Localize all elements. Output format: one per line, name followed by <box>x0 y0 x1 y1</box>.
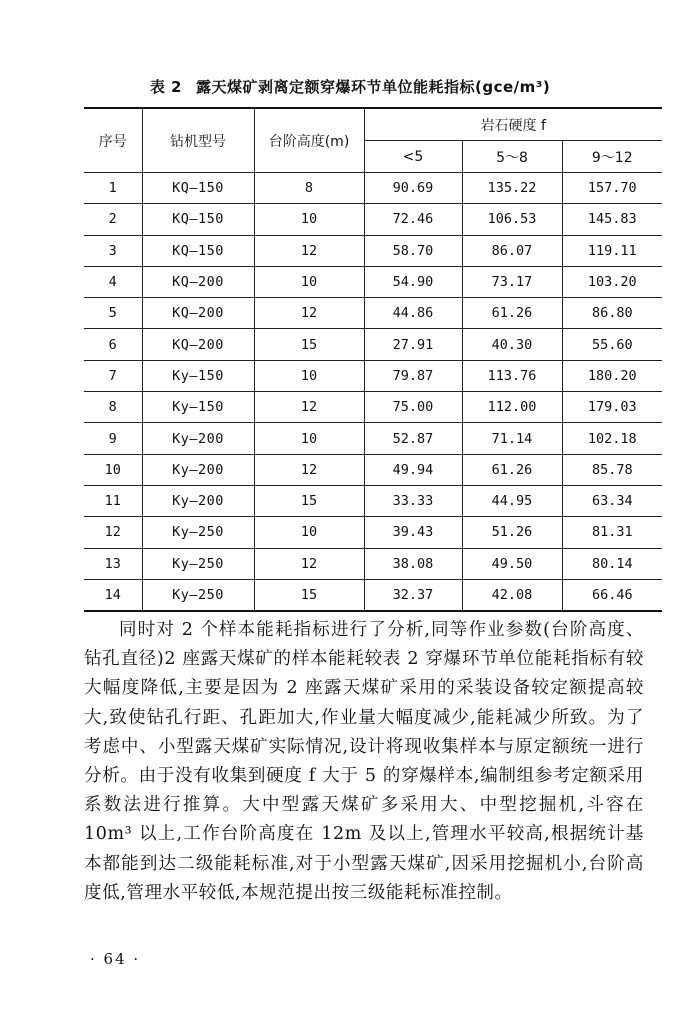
cell-model: KQ—150 <box>142 235 254 266</box>
cell-hardness-5-8: 113.76 <box>462 360 562 391</box>
header-hardness-lt5: <5 <box>364 141 462 173</box>
cell-hardness-9-12: 119.11 <box>562 235 662 266</box>
table-row <box>84 392 662 423</box>
table-row <box>84 454 662 485</box>
cell-hardness-9-12: 180.20 <box>562 360 662 391</box>
cell-hardness-lt5: 39.43 <box>364 517 462 548</box>
cell-seq: 13 <box>84 548 142 579</box>
cell-bench-height: 12 <box>254 454 364 485</box>
cell-hardness-lt5: 79.87 <box>364 360 462 391</box>
cell-bench-height: 10 <box>254 360 364 391</box>
table-row <box>84 235 662 266</box>
cell-seq: 10 <box>84 454 142 485</box>
cell-hardness-lt5: 38.08 <box>364 548 462 579</box>
cell-hardness-5-8: 49.50 <box>462 548 562 579</box>
table-body <box>84 173 662 612</box>
cell-bench-height: 12 <box>254 235 364 266</box>
cell-hardness-5-8: 42.08 <box>462 579 562 611</box>
page-number: · 64 · <box>90 950 141 968</box>
cell-hardness-lt5: 72.46 <box>364 204 462 235</box>
header-bench-height: 台阶高度(m) <box>254 108 364 173</box>
cell-bench-height: 8 <box>254 173 364 204</box>
cell-model: KQ—150 <box>142 204 254 235</box>
table-row <box>84 173 662 204</box>
cell-model: KQ—200 <box>142 298 254 329</box>
cell-seq: 11 <box>84 485 142 516</box>
cell-hardness-5-8: 40.30 <box>462 329 562 360</box>
cell-model: Ky—150 <box>142 392 254 423</box>
cell-hardness-5-8: 71.14 <box>462 423 562 454</box>
cell-hardness-9-12: 102.18 <box>562 423 662 454</box>
cell-hardness-9-12: 81.31 <box>562 517 662 548</box>
table-row <box>84 298 662 329</box>
cell-hardness-9-12: 103.20 <box>562 266 662 297</box>
table-row <box>84 204 662 235</box>
table-row <box>84 579 662 611</box>
cell-hardness-lt5: 49.94 <box>364 454 462 485</box>
body-paragraph: 同时对 2 个样本能耗指标进行了分析,同等作业参数(台阶高度、钻孔直径)2 座露天煤矿的样本能耗较表 2 穿爆环节单位能耗指标有较大幅度降低,主要是因为 2 座露天煤矿采用的采装设备较定额提高较大,致使钻孔行距、孔距加大,作业量大幅度减少,能耗减少所致。为了考虑中、小型露天煤矿实际情况,设计将现收集样本与原定额统一进行分析。由于没有收集到硬度 f 大于 5 的穿爆样本,编制组参考定额采用系数法进行推算。大中型露天煤矿多采用大、中型挖掘机,斗容在 10m³ 以上,工作台阶高度在 12m 及以上,管理水平较高,根据统计基本都能到达二级能耗标准,对于小型露天煤矿,因采用挖掘机小,台阶高度低,管理水平较低,本规范提出按三级能耗标准控制。 <box>84 620 644 903</box>
cell-model: KQ—200 <box>142 329 254 360</box>
cell-hardness-9-12: 80.14 <box>562 548 662 579</box>
cell-seq: 3 <box>84 235 142 266</box>
cell-hardness-9-12: 66.46 <box>562 579 662 611</box>
cell-hardness-9-12: 86.80 <box>562 298 662 329</box>
cell-bench-height: 15 <box>254 329 364 360</box>
cell-hardness-lt5: 75.00 <box>364 392 462 423</box>
table-number: 表 2 <box>149 78 182 96</box>
header-hardness-9-12: 9～12 <box>562 141 662 173</box>
cell-hardness-9-12: 145.83 <box>562 204 662 235</box>
table-title: 露天煤矿剥离定额穿爆环节单位能耗指标(gce/m³) <box>195 78 551 96</box>
cell-seq: 6 <box>84 329 142 360</box>
cell-hardness-5-8: 73.17 <box>462 266 562 297</box>
cell-hardness-5-8: 51.26 <box>462 517 562 548</box>
table-row <box>84 360 662 391</box>
cell-hardness-5-8: 106.53 <box>462 204 562 235</box>
cell-seq: 1 <box>84 173 142 204</box>
table-caption <box>0 76 700 97</box>
cell-hardness-lt5: 58.70 <box>364 235 462 266</box>
cell-seq: 5 <box>84 298 142 329</box>
cell-hardness-lt5: 44.86 <box>364 298 462 329</box>
cell-hardness-lt5: 33.33 <box>364 485 462 516</box>
cell-bench-height: 10 <box>254 204 364 235</box>
header-hardness-5-8: 5～8 <box>462 141 562 173</box>
cell-hardness-9-12: 179.03 <box>562 392 662 423</box>
cell-model: Ky—250 <box>142 548 254 579</box>
table-row <box>84 423 662 454</box>
cell-seq: 12 <box>84 517 142 548</box>
table-row <box>84 329 662 360</box>
cell-hardness-5-8: 44.95 <box>462 485 562 516</box>
table-row <box>84 485 662 516</box>
cell-hardness-5-8: 61.26 <box>462 454 562 485</box>
cell-seq: 4 <box>84 266 142 297</box>
cell-seq: 7 <box>84 360 142 391</box>
cell-hardness-9-12: 85.78 <box>562 454 662 485</box>
table-row <box>84 517 662 548</box>
cell-seq: 2 <box>84 204 142 235</box>
cell-model: KQ—150 <box>142 173 254 204</box>
cell-bench-height: 10 <box>254 266 364 297</box>
table-row <box>84 266 662 297</box>
cell-hardness-lt5: 32.37 <box>364 579 462 611</box>
cell-hardness-9-12: 63.34 <box>562 485 662 516</box>
cell-bench-height: 12 <box>254 392 364 423</box>
cell-model: Ky—250 <box>142 517 254 548</box>
cell-seq: 8 <box>84 392 142 423</box>
cell-bench-height: 12 <box>254 548 364 579</box>
cell-model: Ky—150 <box>142 360 254 391</box>
cell-hardness-9-12: 157.70 <box>562 173 662 204</box>
cell-bench-height: 10 <box>254 517 364 548</box>
table-row <box>84 548 662 579</box>
cell-model: Ky—250 <box>142 579 254 611</box>
cell-hardness-lt5: 52.87 <box>364 423 462 454</box>
header-seq: 序号 <box>84 108 142 173</box>
cell-hardness-5-8: 86.07 <box>462 235 562 266</box>
energy-consumption-table <box>84 107 662 612</box>
cell-model: Ky—200 <box>142 485 254 516</box>
header-rock-hardness: 岩石硬度 f <box>364 108 662 141</box>
cell-model: Ky—200 <box>142 423 254 454</box>
cell-hardness-lt5: 27.91 <box>364 329 462 360</box>
cell-seq: 14 <box>84 579 142 611</box>
cell-model: Ky—200 <box>142 454 254 485</box>
header-model: 钻机型号 <box>142 108 254 173</box>
cell-hardness-lt5: 54.90 <box>364 266 462 297</box>
cell-seq: 9 <box>84 423 142 454</box>
cell-hardness-9-12: 55.60 <box>562 329 662 360</box>
cell-hardness-5-8: 112.00 <box>462 392 562 423</box>
cell-model: KQ—200 <box>142 266 254 297</box>
cell-hardness-lt5: 90.69 <box>364 173 462 204</box>
cell-bench-height: 12 <box>254 298 364 329</box>
cell-bench-height: 10 <box>254 423 364 454</box>
cell-hardness-5-8: 135.22 <box>462 173 562 204</box>
cell-hardness-5-8: 61.26 <box>462 298 562 329</box>
cell-bench-height: 15 <box>254 579 364 611</box>
cell-bench-height: 15 <box>254 485 364 516</box>
